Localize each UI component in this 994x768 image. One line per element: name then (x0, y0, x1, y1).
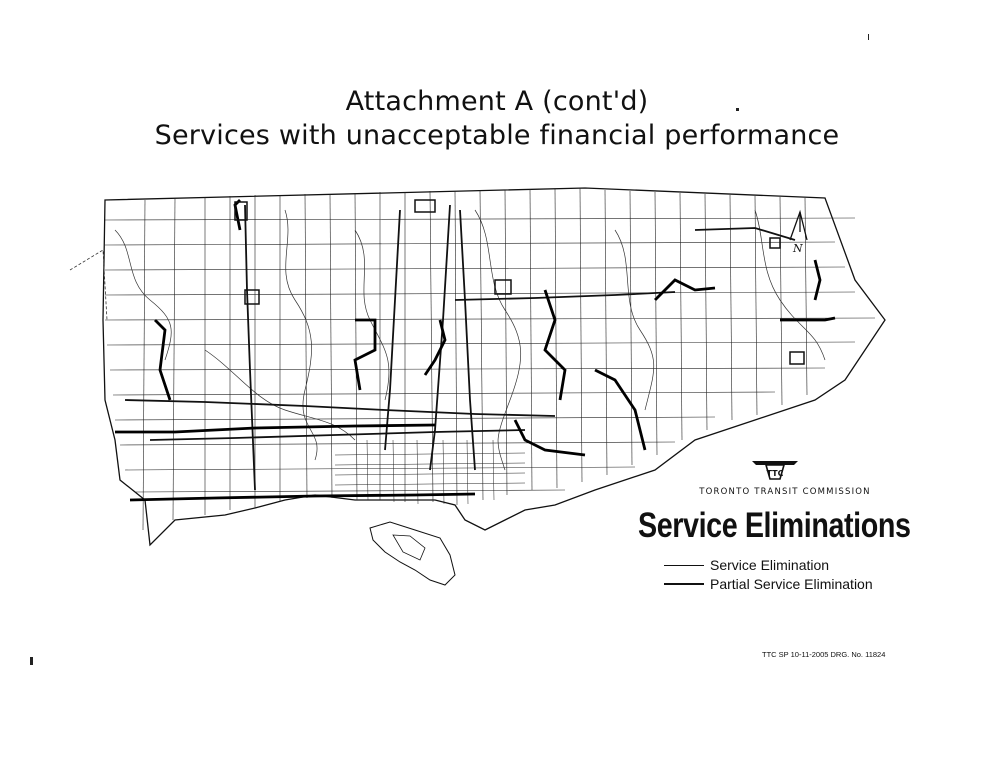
boxed-route-loops (235, 200, 804, 364)
north-arrow-icon (790, 212, 807, 240)
service-elimination-routes (125, 205, 795, 490)
scan-mark (868, 34, 869, 40)
legend-line-thin (664, 565, 704, 566)
legend-line-thick (664, 583, 704, 585)
legend-item-partial-service-elimination (664, 576, 873, 592)
legend-heading: Service Eliminations (638, 506, 911, 545)
toronto-islands (370, 522, 455, 585)
organization-name: TORONTO TRANSIT COMMISSION (699, 487, 871, 497)
legend-label: Partial Service Elimination (710, 576, 873, 592)
title-line-2: Services with unacceptable financial performance (154, 120, 840, 151)
island-lagoon (393, 535, 425, 560)
ttc-logo-icon (750, 455, 800, 483)
west-inlet (70, 250, 107, 320)
legend-label: Service Elimination (710, 557, 830, 573)
north-label: N (793, 242, 803, 255)
svg-text:TTC: TTC (766, 469, 784, 478)
drawing-reference: TTC SP 10-11-2005 DRG. No. 11824 (762, 650, 886, 659)
legend-item-service-elimination (664, 557, 829, 573)
scan-mark (30, 657, 33, 665)
title-line-1: Attachment A (cont'd) (345, 86, 649, 117)
scan-mark (736, 108, 739, 111)
partial-service-elimination-routes (115, 200, 835, 500)
